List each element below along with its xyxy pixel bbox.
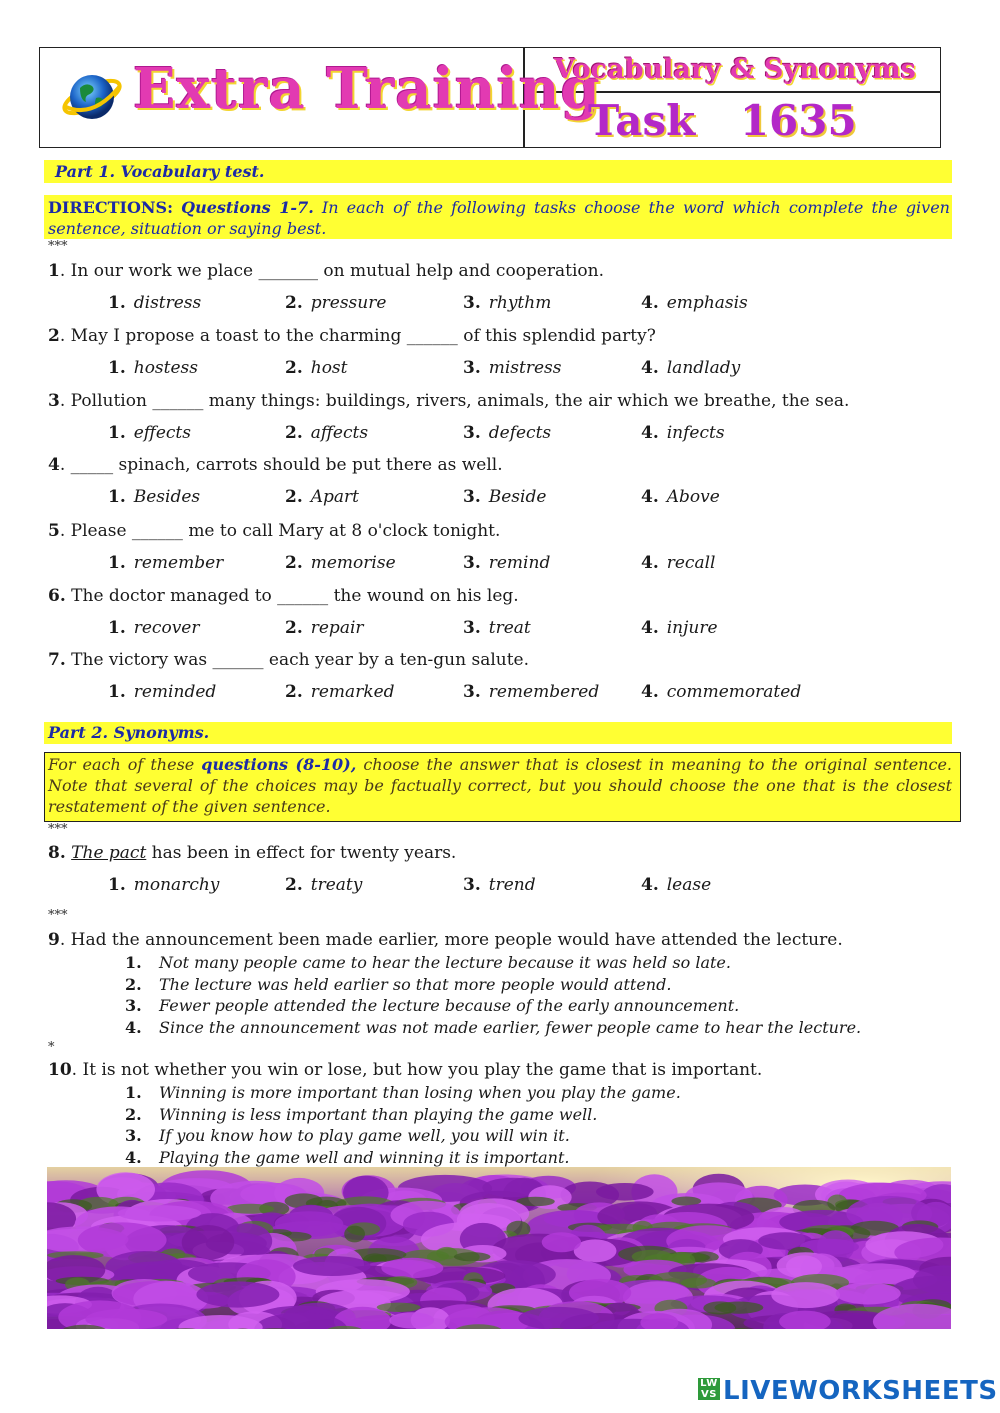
option-text: pressure (310, 293, 387, 313)
option-text: injure (666, 618, 718, 638)
answer-option[interactable] (108, 618, 199, 638)
answer-option[interactable] (108, 293, 201, 313)
answer-option[interactable] (125, 952, 731, 974)
answer-option[interactable] (463, 487, 546, 507)
option-number: 3. (463, 682, 481, 702)
option-number: 1. (125, 953, 142, 972)
question-text: The victory was ______ each year by a ten-gun salute. (65, 650, 530, 670)
question-7 (48, 650, 529, 670)
option-number: 4. (641, 553, 659, 573)
answer-option[interactable] (125, 1125, 570, 1147)
option-number: 3. (125, 1126, 142, 1145)
question-text: . Pollution ______ many things: buildings, rivers, animals, the air which we breathe, the sea. (59, 391, 850, 411)
answer-option[interactable] (285, 358, 348, 378)
question-text: . May I propose a toast to the charming ______ of this splendid party? (59, 326, 656, 346)
question-text: . Had the announcement been made earlier, more people would have attended the lecture. (59, 930, 843, 950)
directions-label: DIRECTIONS: (48, 198, 173, 217)
option-number: 1. (125, 1083, 142, 1102)
option-text: host (310, 358, 348, 378)
option-text: remarked (310, 682, 395, 702)
option-text: monarchy (133, 875, 220, 895)
answer-option[interactable] (463, 358, 562, 378)
answer-option[interactable] (108, 487, 200, 507)
answer-option[interactable] (108, 682, 216, 702)
answer-option[interactable] (463, 553, 550, 573)
option-number: 3. (463, 293, 481, 313)
option-text: treat (488, 618, 531, 638)
option-text: hostess (133, 358, 198, 378)
question-number: 4 (48, 455, 60, 475)
answer-option[interactable] (125, 1017, 861, 1039)
option-number: 1. (108, 682, 126, 702)
answer-option[interactable] (641, 682, 801, 702)
option-number: 4. (641, 487, 659, 507)
answer-option[interactable] (463, 423, 551, 443)
logo-text: LIVEWORKSHEETS (723, 1376, 998, 1406)
answer-option[interactable] (285, 682, 395, 702)
lavender-field-photo (47, 1167, 951, 1329)
option-text: landlady (666, 358, 741, 378)
question-number: 10 (48, 1060, 72, 1080)
answer-option[interactable] (125, 1104, 597, 1126)
lw-badge-icon: LW VS (698, 1378, 720, 1400)
answer-option[interactable] (285, 423, 368, 443)
option-text: Fewer people attended the lecture because of the early announcement. (159, 996, 740, 1015)
option-number: 4. (641, 358, 659, 378)
option-number: 4. (641, 423, 659, 443)
directions-questions: Questions 1-7. (181, 198, 314, 217)
option-number: 3. (125, 996, 142, 1015)
answer-option[interactable] (641, 553, 715, 573)
option-number: 2. (125, 974, 142, 994)
option-text: lease (666, 875, 712, 895)
option-text: treaty (310, 875, 363, 895)
answer-option[interactable] (641, 618, 718, 638)
answer-option[interactable] (641, 293, 748, 313)
question-number: 2 (48, 326, 60, 346)
option-number: 3. (463, 423, 481, 443)
option-number: 2. (285, 293, 303, 313)
option-text: Winning is more important than losing when you play the game. (159, 1083, 681, 1102)
option-number: 4. (641, 682, 659, 702)
answer-option[interactable] (125, 1147, 569, 1169)
answer-option[interactable] (285, 487, 359, 507)
option-text: Since the announcement was not made earlier, fewer people came to hear the lecture. (159, 1017, 862, 1037)
directions-text: choose the answer that is closest in meaning to the original sentence. Note that several of the choices may be factually correct, but you should choose the one that is the closest restatement of the given sentence. (48, 755, 952, 816)
globe-icon (60, 68, 124, 126)
part2-title: Part 2. Synonyms. (48, 723, 210, 742)
part2-directions (48, 754, 952, 817)
question-9 (48, 930, 843, 950)
option-text: rhythm (488, 293, 552, 313)
option-text: recover (133, 618, 200, 638)
option-text: commemorated (666, 682, 802, 702)
answer-option[interactable] (463, 618, 531, 638)
option-text: defects (488, 423, 552, 443)
option-number: 4. (641, 293, 659, 313)
answer-option[interactable] (108, 553, 223, 573)
question-number: 9 (48, 930, 60, 950)
answer-option[interactable] (641, 487, 720, 507)
question-1 (48, 261, 604, 281)
option-number: 3. (463, 358, 481, 378)
separator-star: * (48, 1040, 55, 1055)
answer-option[interactable] (125, 1082, 681, 1104)
option-number: 1. (108, 358, 126, 378)
option-number: 2. (285, 682, 303, 702)
question-8 (48, 843, 456, 863)
option-text: Playing the game well and winning it is important. (159, 1147, 570, 1167)
separator-stars: *** (48, 239, 68, 254)
answer-option[interactable] (285, 293, 386, 313)
question-number: 1 (48, 261, 60, 281)
question-number: 5 (48, 521, 60, 541)
separator-stars: *** (48, 908, 68, 923)
liveworksheets-logo (698, 1376, 998, 1406)
option-number: 1. (108, 553, 126, 573)
option-text: remind (488, 553, 551, 573)
question-2 (48, 326, 656, 346)
option-text: The lecture was held earlier so that more people would attend. (159, 974, 672, 994)
answer-option[interactable] (125, 974, 671, 996)
underlined-phrase: The pact (71, 843, 147, 863)
answer-option[interactable] (463, 293, 551, 313)
question-text: . Please ______ me to call Mary at 8 o'clock tonight. (59, 521, 501, 541)
question-text: . It is not whether you win or lose, but how you play the game that is important. (71, 1060, 763, 1080)
option-number: 2. (285, 553, 303, 573)
option-text: effects (133, 423, 191, 443)
option-number: 2. (285, 423, 303, 443)
option-number: 4. (641, 618, 659, 638)
question-text: . _____ spinach, carrots should be put there as well. (59, 455, 503, 475)
directions-pre: For each of these (48, 755, 195, 774)
option-text: recall (666, 553, 716, 573)
question-number: 7. (48, 650, 66, 670)
option-number: 4. (641, 875, 659, 895)
option-text: infects (666, 423, 725, 443)
part1-directions (48, 197, 950, 239)
answer-option[interactable] (285, 553, 396, 573)
answer-option[interactable] (463, 875, 536, 895)
option-text: Winning is less important than playing the game well. (159, 1104, 598, 1124)
answer-option[interactable] (641, 423, 725, 443)
option-text: Besides (133, 487, 201, 507)
answer-option[interactable] (641, 875, 711, 895)
option-text: mistress (488, 358, 562, 378)
option-number: 1. (108, 487, 126, 507)
answer-option[interactable] (285, 618, 364, 638)
option-text: remembered (488, 682, 600, 702)
option-number: 4. (125, 1147, 142, 1167)
brand-title: Extra Training (133, 56, 601, 122)
option-number: 3. (463, 553, 481, 573)
option-text: repair (310, 618, 364, 638)
question-10 (48, 1060, 762, 1080)
option-text: Beside (488, 487, 547, 507)
question-3 (48, 391, 849, 411)
option-number: 2. (285, 875, 303, 895)
answer-option[interactable] (108, 423, 191, 443)
answer-option[interactable] (125, 995, 739, 1017)
answer-option[interactable] (108, 875, 219, 895)
question-number: 3 (48, 391, 60, 411)
task-label: Task 1635 (588, 96, 857, 145)
option-number: 3. (463, 487, 481, 507)
option-number: 2. (125, 1104, 142, 1124)
option-text: reminded (133, 682, 217, 702)
answer-option[interactable] (641, 358, 740, 378)
directions-questions: questions (8-10), (201, 755, 357, 774)
option-number: 2. (285, 618, 303, 638)
question-text: . In our work we place _______ on mutual help and cooperation. (59, 261, 604, 281)
question-text: has been in effect for twenty years. (146, 843, 457, 863)
directions-text: In each of the following tasks choose the word which complete the given sentence, situation or saying best. (48, 198, 950, 238)
question-4 (48, 455, 503, 475)
option-text: Apart (310, 487, 360, 507)
separator-stars: *** (48, 822, 68, 837)
option-number: 3. (463, 875, 481, 895)
option-text: distress (133, 293, 202, 313)
subject-title: Vocabulary & Synonyms (554, 54, 916, 85)
question-5 (48, 521, 500, 541)
option-number: 1. (108, 875, 126, 895)
option-number: 1. (108, 423, 126, 443)
option-text: emphasis (666, 293, 748, 313)
answer-option[interactable] (463, 682, 599, 702)
option-text: memorise (310, 553, 396, 573)
option-text: Not many people came to hear the lecture because it was held so late. (159, 953, 731, 972)
option-text: affects (310, 423, 369, 443)
option-text: If you know how to play game well, you will win it. (159, 1126, 570, 1145)
part1-title: Part 1. Vocabulary test. (55, 162, 265, 181)
question-text: The doctor managed to ______ the wound on his leg. (65, 586, 519, 606)
answer-option[interactable] (108, 358, 198, 378)
option-text: trend (488, 875, 536, 895)
option-number: 2. (285, 358, 303, 378)
option-number: 3. (463, 618, 481, 638)
option-text: remember (133, 553, 224, 573)
option-number: 1. (108, 293, 126, 313)
option-number: 2. (285, 487, 303, 507)
option-number: 1. (108, 618, 126, 638)
option-number: 4. (125, 1017, 142, 1037)
answer-option[interactable] (285, 875, 362, 895)
question-6 (48, 586, 519, 606)
option-text: Above (666, 487, 720, 507)
question-number: 6. (48, 586, 66, 606)
question-number: 8. (48, 843, 66, 863)
